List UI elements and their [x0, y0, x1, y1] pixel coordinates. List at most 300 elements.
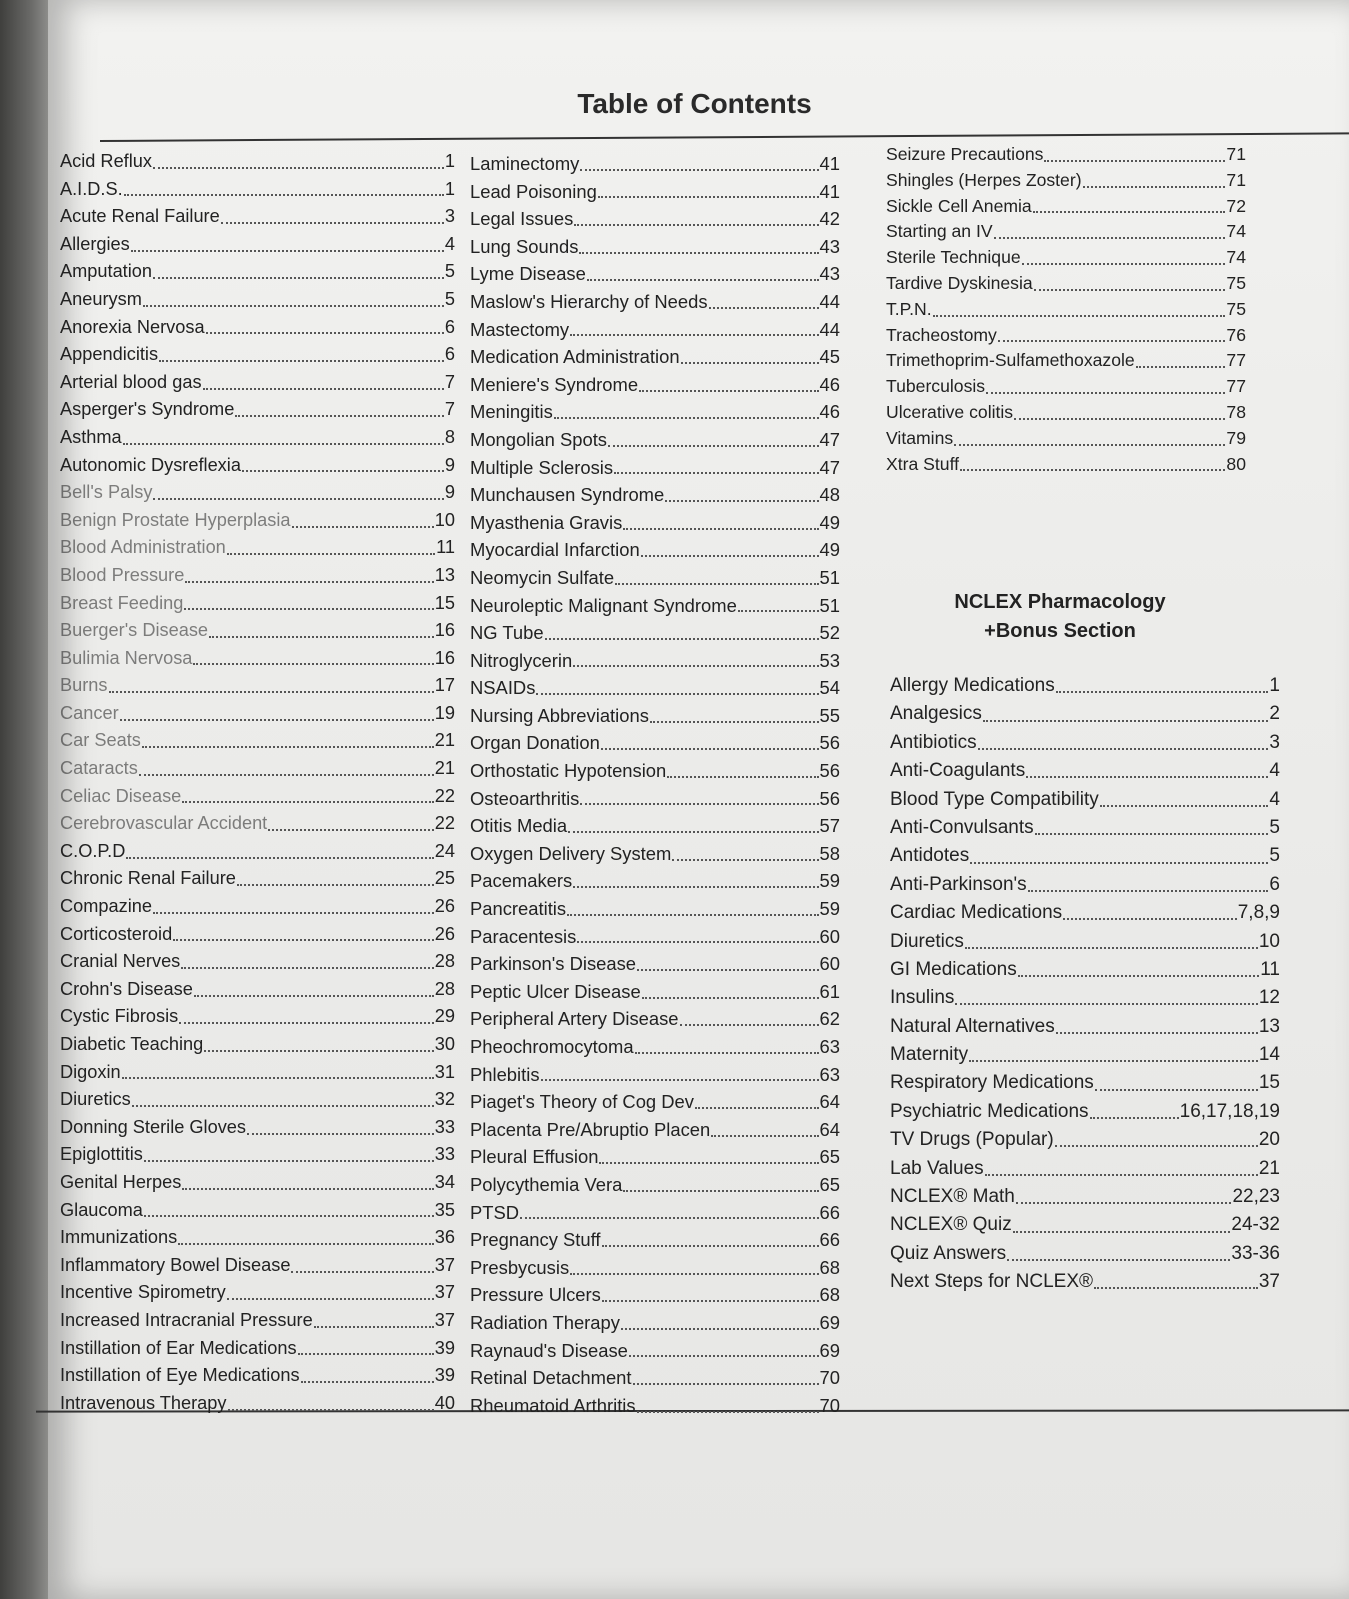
dot-leader: [621, 1328, 819, 1330]
dot-leader: [1090, 1117, 1179, 1119]
toc-entry-page: 61: [819, 980, 840, 1002]
toc-entry-label: Starting an IV: [886, 221, 993, 242]
toc-entry-label: PTSD: [470, 1201, 520, 1223]
toc-entry-label: Laminectomy: [470, 153, 580, 174]
toc-entry-page: 53: [819, 649, 840, 671]
dot-leader: [665, 500, 818, 502]
dot-leader: [955, 1003, 1257, 1005]
toc-entry-page: 22: [434, 813, 455, 834]
dot-leader: [615, 583, 818, 585]
toc-entry-page: 51: [819, 566, 840, 588]
toc-entry-label: TV Drugs (Popular): [890, 1129, 1054, 1151]
dot-leader: [545, 638, 819, 640]
toc-entry-label: Quiz Answers: [890, 1242, 1007, 1264]
toc-entry: [60, 231, 455, 259]
toc-entry-label: Pleural Effusion: [470, 1146, 599, 1168]
toc-entry: [886, 348, 1246, 374]
toc-entry-label: Natural Alternatives: [890, 1015, 1055, 1037]
dot-leader: [182, 1188, 433, 1190]
toc-entry: [470, 619, 840, 647]
toc-entry: [470, 536, 840, 564]
dot-leader: [237, 884, 434, 886]
toc-entry: [60, 976, 455, 1004]
dot-leader: [181, 967, 433, 969]
toc-entry: [470, 1226, 840, 1254]
toc-entry-label: Cancer: [60, 702, 119, 723]
dot-leader: [179, 1022, 434, 1024]
toc-entry-label: Multiple Sclerosis: [470, 456, 614, 478]
toc-entry-label: Neomycin Sulfate: [470, 566, 615, 588]
dot-leader: [573, 886, 818, 888]
dot-leader: [637, 1411, 819, 1413]
toc-entry: [890, 786, 1280, 814]
dot-leader: [629, 1355, 819, 1357]
dot-leader: [998, 340, 1226, 342]
toc-entry-label: Acute Renal Failure: [60, 206, 220, 227]
toc-entry: [886, 452, 1246, 478]
toc-entry-page: 47: [819, 428, 840, 450]
toc-entry-label: Pacemakers: [470, 870, 573, 892]
toc-entry: [60, 1031, 455, 1059]
dot-leader: [570, 1273, 818, 1275]
toc-entry: [470, 592, 840, 620]
dot-leader: [602, 1300, 819, 1302]
toc-entry: [470, 150, 840, 178]
toc-entry: [60, 1362, 455, 1390]
toc-entry: [60, 286, 455, 314]
toc-entry-page: 3: [1269, 731, 1280, 753]
toc-entry-label: Neuroleptic Malignant Syndrome: [470, 594, 737, 616]
dot-leader: [153, 167, 444, 169]
toc-entry-page: 5: [1269, 845, 1280, 867]
toc-entry-label: Placenta Pre/Abruptio Placen: [470, 1118, 711, 1140]
toc-entry-label: Burns: [60, 675, 108, 696]
toc-entry-page: 63: [819, 1036, 840, 1057]
toc-entry-page: 25: [434, 868, 455, 889]
dot-leader: [642, 997, 819, 999]
toc-entry: [60, 590, 455, 618]
toc-entry-page: 46: [819, 401, 840, 423]
toc-entry-label: Parkinson's Disease: [470, 953, 637, 975]
toc-entry-page: 1: [444, 178, 455, 199]
toc-entry-label: Diabetic Teaching: [60, 1034, 204, 1054]
toc-entry-page: 68: [819, 1256, 840, 1278]
toc-entry: [60, 341, 455, 369]
toc-entry: [470, 260, 840, 288]
toc-entry-label: Benign Prostate Hyperplasia: [60, 509, 291, 530]
toc-entry-label: Antibiotics: [890, 731, 977, 753]
toc-entry: [60, 755, 455, 783]
toc-entry-label: Maslow's Hierarchy of Needs: [470, 290, 708, 312]
toc-entry-label: Pancreatitis: [470, 898, 567, 920]
toc-entry-page: 1: [1269, 675, 1280, 696]
toc-entry-page: 9: [444, 482, 455, 503]
toc-entry: [60, 369, 455, 397]
toc-entry: [470, 923, 840, 951]
toc-entry-label: Glaucoma: [60, 1199, 143, 1220]
toc-entry-page: 69: [819, 1311, 840, 1333]
toc-entry-label: Medication Administration: [470, 346, 680, 368]
dot-leader: [131, 250, 444, 252]
toc-entry-page: 21: [434, 730, 455, 751]
dot-leader: [247, 1133, 434, 1135]
toc-entry-page: 70: [819, 1367, 840, 1389]
page-title: Table of Contents: [577, 88, 812, 119]
toc-entry-label: Allergies: [60, 233, 130, 254]
toc-entry-label: A.I.D.S.: [60, 178, 123, 199]
dot-leader: [641, 555, 819, 557]
toc-entry-page: 75: [1226, 298, 1246, 319]
toc-entry: [890, 842, 1280, 870]
toc-entry-page: 47: [819, 456, 840, 478]
dot-leader: [298, 1353, 434, 1355]
dot-leader: [680, 1024, 819, 1026]
toc-entry-label: GI Medications: [890, 958, 1017, 980]
toc-entry-page: 69: [819, 1339, 840, 1361]
toc-entry-label: Radiation Therapy: [470, 1311, 620, 1333]
toc-entry-page: 13: [1258, 1015, 1280, 1037]
dot-leader: [608, 445, 819, 447]
toc-entry-page: 66: [819, 1229, 840, 1251]
toc-entry-label: Tardive Dyskinesia: [886, 272, 1033, 293]
dot-leader: [194, 995, 434, 997]
toc-entry: [886, 400, 1246, 426]
dot-leader: [1063, 918, 1237, 920]
toc-entry-page: 7: [444, 399, 455, 420]
toc-entry: [886, 426, 1246, 452]
toc-entry-page: 6: [444, 344, 455, 365]
dot-leader: [969, 1060, 1258, 1062]
toc-entry: [470, 371, 840, 399]
toc-entry: [470, 1143, 840, 1171]
toc-entry-label: Incentive Spirometry: [60, 1282, 226, 1303]
toc-entry: [890, 928, 1280, 956]
dot-leader: [541, 1079, 819, 1081]
toc-entry-label: NG Tube: [470, 622, 544, 644]
toc-entry-label: Autonomic Dysreflexia: [60, 454, 241, 475]
toc-entry: [470, 702, 840, 730]
toc-entry-page: 43: [819, 263, 840, 285]
toc-entry-page: 33: [434, 1144, 455, 1165]
dot-leader: [124, 194, 444, 196]
toc-entry: [470, 398, 840, 426]
toc-entry-page: 11: [1260, 958, 1280, 980]
toc-entry-label: Piaget's Theory of Cog Dev: [470, 1091, 694, 1113]
toc-entry-page: 45: [819, 346, 840, 368]
dot-leader: [1136, 366, 1226, 368]
toc-entry-page: 58: [819, 842, 840, 864]
toc-entry-page: 59: [819, 898, 840, 920]
toc-entry-page: 22,23: [1232, 1186, 1280, 1208]
dot-leader: [614, 472, 818, 474]
toc-entry-label: Epiglottitis: [60, 1144, 143, 1165]
toc-entry-label: Munchausen Syndrome: [470, 484, 665, 506]
toc-entry-page: 46: [819, 373, 840, 395]
dot-leader: [738, 610, 819, 612]
toc-entry-page: 60: [819, 953, 840, 975]
dot-leader: [204, 1050, 434, 1052]
dot-leader: [142, 746, 434, 748]
dot-leader: [109, 691, 434, 693]
toc-entry: [890, 1069, 1280, 1097]
toc-entry-label: Bell's Palsy: [60, 482, 153, 503]
toc-entry-label: Otitis Media: [470, 815, 568, 837]
dot-leader: [633, 1383, 819, 1385]
toc-entry-page: 65: [819, 1146, 840, 1168]
toc-entry-page: 37: [434, 1254, 455, 1275]
dot-leader: [570, 334, 818, 336]
toc-entry-label: C.O.P.D: [60, 840, 126, 861]
toc-entry-page: 4: [444, 233, 455, 254]
toc-entry-label: Instillation of Eye Medications: [60, 1365, 300, 1386]
dot-leader: [986, 392, 1225, 394]
dot-leader: [960, 469, 1225, 471]
dot-leader: [579, 252, 818, 254]
toc-entry-label: Anti-Coagulants: [890, 760, 1026, 782]
toc-entry-label: Car Seats: [60, 730, 141, 751]
toc-entry: [60, 534, 455, 562]
toc-entry-label: Tuberculosis: [886, 376, 986, 397]
toc-entry: [470, 1199, 840, 1227]
dot-leader: [1018, 975, 1260, 977]
dot-leader: [635, 1052, 819, 1054]
toc-entry: [470, 1171, 840, 1199]
dot-leader: [153, 912, 434, 914]
toc-entry-label: Anorexia Nervosa: [60, 316, 205, 337]
dot-leader: [1022, 263, 1226, 265]
toc-entry-label: Anti-Convulsants: [890, 816, 1034, 838]
toc-entry-page: 8: [444, 426, 455, 447]
toc-entry-page: 6: [1269, 873, 1280, 895]
dot-leader: [577, 941, 818, 943]
toc-entry-label: Myasthenia Gravis: [470, 511, 623, 533]
dot-leader: [978, 748, 1269, 750]
toc-entry: [470, 564, 840, 592]
dot-leader: [173, 939, 434, 941]
toc-entry-label: Appendicitis: [60, 344, 159, 365]
toc-entry: [470, 978, 840, 1006]
toc-entry-label: Celiac Disease: [60, 785, 182, 806]
toc-entry-page: 39: [434, 1365, 455, 1386]
toc-entry: [890, 1211, 1280, 1239]
toc-entry: [60, 783, 455, 811]
toc-entry: [60, 865, 455, 893]
toc-entry-label: Ulcerative colitis: [886, 401, 1014, 422]
toc-entry: [886, 323, 1246, 349]
toc-entry: [470, 1364, 840, 1392]
toc-entry: [890, 757, 1280, 785]
dot-leader: [1013, 1231, 1231, 1233]
dot-leader: [1014, 418, 1225, 420]
toc-entry: [60, 1307, 455, 1335]
dot-leader: [580, 169, 818, 171]
toc-entry: [470, 812, 840, 840]
toc-entry-page: 64: [819, 1091, 840, 1113]
toc-entry: [60, 893, 455, 921]
toc-entry: [886, 374, 1246, 400]
toc-entry: [60, 258, 455, 286]
toc-entry-label: Cystic Fibrosis: [60, 1006, 179, 1027]
dot-leader: [623, 528, 818, 530]
toc-entry-label: Mastectomy: [470, 318, 570, 340]
toc-entry-page: 63: [819, 1063, 840, 1085]
toc-entry: [470, 1033, 840, 1061]
toc-entry-page: 56: [819, 787, 840, 809]
toc-entry: [60, 672, 455, 700]
toc-entry-page: 37: [434, 1282, 455, 1303]
toc-entry-page: 44: [819, 318, 840, 340]
toc-entry-label: Orthostatic Hypotension: [470, 760, 667, 782]
toc-entry-page: 77: [1226, 376, 1246, 397]
dot-leader: [650, 721, 819, 723]
dot-leader: [144, 1215, 434, 1217]
toc-entry-page: 24: [434, 840, 455, 861]
dot-leader: [184, 608, 433, 610]
toc-entry-label: Instillation of Ear Medications: [60, 1337, 297, 1358]
toc-entry-label: Bulimia Nervosa: [60, 647, 193, 668]
toc-entry-page: 35: [434, 1199, 455, 1220]
dot-leader: [554, 417, 819, 419]
toc-entry: [60, 948, 455, 976]
dot-leader: [1095, 1089, 1258, 1091]
dot-leader: [139, 774, 434, 776]
dot-leader: [599, 1162, 818, 1164]
toc-entry-page: 19: [434, 702, 455, 723]
toc-entry: [890, 1183, 1280, 1211]
toc-entry-label: Tracheostomy: [886, 324, 997, 345]
toc-entry: [470, 729, 840, 757]
toc-entry-label: Compazine: [60, 896, 152, 917]
dot-leader: [193, 663, 433, 665]
toc-entry: [60, 1224, 455, 1252]
dot-leader: [994, 237, 1226, 239]
toc-entry-page: 48: [819, 484, 840, 506]
toc-entry: [890, 1268, 1280, 1296]
toc-entry: [60, 203, 455, 231]
toc-entry-page: 7,8,9: [1237, 902, 1280, 924]
toc-entry-page: 66: [819, 1201, 840, 1223]
toc-entry: [470, 426, 840, 454]
toc-entry-page: 26: [434, 896, 455, 917]
dot-leader: [301, 1381, 434, 1383]
dot-leader: [536, 693, 818, 695]
pharmacology-title-line2: +Bonus Section: [984, 620, 1136, 642]
toc-entry: [60, 921, 455, 949]
toc-entry: [60, 617, 455, 645]
dot-leader: [209, 636, 434, 638]
toc-entry-page: 39: [434, 1337, 455, 1358]
toc-entry: [890, 984, 1280, 1012]
toc-entry-page: 71: [1226, 169, 1246, 190]
toc-entry-label: Breast Feeding: [60, 592, 184, 613]
toc-entry-page: 28: [434, 951, 455, 972]
dot-leader: [185, 581, 433, 583]
toc-column-3: [886, 142, 1246, 477]
toc-entry-label: Maternity: [890, 1044, 969, 1066]
toc-entry: [470, 233, 840, 261]
toc-entry-page: 80: [1226, 453, 1246, 474]
toc-entry-page: 13: [434, 564, 455, 585]
toc-entry-page: 10: [434, 509, 455, 530]
toc-entry-label: Analgesics: [890, 703, 982, 725]
toc-entry: [60, 479, 455, 507]
toc-entry-page: 5: [1269, 816, 1280, 838]
toc-entry: [60, 396, 455, 424]
dot-leader: [1026, 776, 1268, 778]
toc-entry-page: 56: [819, 760, 840, 782]
toc-entry: [890, 1098, 1280, 1126]
toc-entry: [470, 785, 840, 813]
toc-entry-label: Cardiac Medications: [890, 902, 1063, 924]
dot-leader: [242, 470, 444, 472]
toc-entry-label: Myocardial Infarction: [470, 539, 640, 561]
dot-leader: [602, 1245, 819, 1247]
toc-entry: [890, 1240, 1280, 1268]
toc-entry: [886, 245, 1246, 271]
toc-entry-label: Shingles (Herpes Zoster): [886, 169, 1082, 190]
dot-leader: [681, 362, 819, 364]
toc-entry-page: 43: [819, 235, 840, 257]
toc-entry-page: 5: [444, 261, 455, 282]
dot-leader: [983, 720, 1269, 722]
toc-entry: [470, 178, 840, 206]
toc-entry-page: 30: [434, 1034, 455, 1054]
toc-entry-page: 71: [1226, 144, 1246, 164]
toc-entry-page: 15: [1258, 1072, 1280, 1094]
toc-entry-label: Cerebrovascular Accident: [60, 813, 268, 834]
dot-leader: [567, 914, 818, 916]
toc-entry-label: Presbycusis: [470, 1256, 570, 1278]
toc-entry: [470, 950, 840, 978]
toc-entry-page: 4: [1269, 788, 1280, 810]
toc-entry-label: NCLEX® Math: [890, 1186, 1015, 1208]
toc-entry-label: Nitroglycerin: [470, 649, 573, 671]
toc-entry: [60, 1086, 455, 1114]
toc-entry-page: 74: [1226, 247, 1246, 268]
toc-entry-label: Lung Sounds: [470, 235, 579, 257]
toc-entry-label: Inflammatory Bowel Disease: [60, 1254, 291, 1275]
pharmacology-list: [890, 672, 1280, 1297]
toc-entry-label: Lyme Disease: [470, 263, 586, 285]
toc-entry-label: Buerger's Disease: [60, 620, 209, 641]
toc-entry-page: 14: [1258, 1044, 1280, 1066]
toc-entry-label: Sterile Technique: [886, 247, 1021, 268]
dot-leader: [568, 831, 818, 833]
dot-leader: [126, 857, 433, 859]
toc-entry-label: NCLEX® Quiz: [890, 1214, 1012, 1236]
toc-entry-page: 70: [819, 1394, 840, 1416]
toc-entry: [890, 700, 1280, 728]
toc-entry-page: 33-36: [1231, 1242, 1280, 1264]
dot-leader: [132, 1105, 434, 1107]
toc-entry-label: Cranial Nerves: [60, 951, 181, 972]
toc-entry-label: Acid Reflux: [60, 151, 152, 171]
toc-entry-label: Sickle Cell Anemia: [886, 195, 1032, 216]
dot-leader: [227, 1298, 434, 1300]
toc-entry: [60, 1197, 455, 1225]
toc-entry-page: 56: [819, 732, 840, 754]
toc-entry: [60, 1390, 455, 1418]
toc-entry-page: 10: [1258, 930, 1280, 952]
toc-entry-label: Chronic Renal Failure: [60, 868, 236, 889]
dot-leader: [291, 1271, 433, 1273]
toc-entry-page: 29: [434, 1006, 455, 1027]
toc-entry-label: Digoxin: [60, 1061, 121, 1082]
dot-leader: [587, 279, 819, 281]
toc-entry-label: Pressure Ulcers: [470, 1284, 601, 1306]
pharmacology-section-title: [900, 588, 1220, 646]
toc-entry-page: 20: [1258, 1129, 1280, 1151]
